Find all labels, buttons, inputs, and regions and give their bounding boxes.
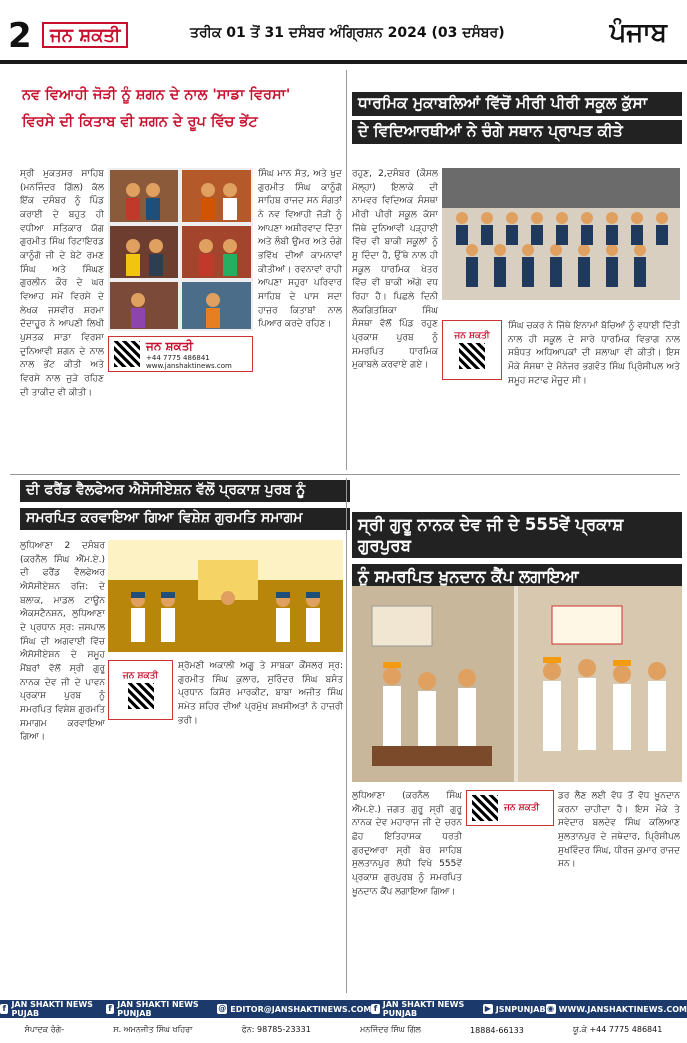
blood-donation-illustration <box>352 586 682 782</box>
story4-blood-donation-photos <box>352 586 682 782</box>
social-link[interactable] <box>106 1000 217 1018</box>
story4-column-3: ਡਰ ਲੈਣ ਲਈ ਵੱਧ ਤੋਂ ਵੱਧ ਖ਼ੂਨਦਾਨ ਕਰਨਾ ਚਾਹੀਦਾ ਹੈ। ਇਸ ਮੌਕੇ ਤੇ ਸਵੇਦਾਰ ਬਲਦੇਵ ਸਿੰਘ ਕਲਿਆਣ ਸੁਲਤਾਨਪੁਰ ਦੇ ਜਥੇਦਾਰ, ਪ੍ਰਿੰਸੀਪਲ ਸੁਖਵਿੰਦਰ ਸਿੰਘ, ਧੀਰਜ ਕੁਮਾਰ ਰਾਜਦ ਸਨ। <box>558 791 680 870</box>
social-label: WWW.JANSHAKTINEWS.COM <box>558 1004 687 1014</box>
qr-code-icon <box>128 683 154 709</box>
story1-headline <box>22 86 342 131</box>
ad-website: www.janshaktinews.com <box>146 361 232 370</box>
social-label: JAN SHAKTI NEWS PUNJAB <box>117 1000 199 1018</box>
ad-logo-text: ਜਨ ਸ਼ਕਤੀ <box>454 331 490 341</box>
social-label: JAN SHAKTI NEWS PUNJAB <box>382 1000 465 1018</box>
ad-contact <box>146 339 232 370</box>
story2-headline-line2: ਦੇ ਵਿਦਿਆਰਥੀਆਂ ਨੇ ਚੰਗੇ ਸਥਾਨ ਪ੍ਰਾਪਤ ਕੀਤੇ <box>352 120 682 144</box>
credit-text: ਯੂ.ਕੇ +44 7775 486841 <box>573 1025 663 1034</box>
ad-logo-text: ਜਨ ਸ਼ਕਤੀ <box>146 338 193 353</box>
credit-text: ਸੰਪਾਦਕ ਰੰਗੇ- <box>24 1025 65 1034</box>
masthead-rule <box>0 60 687 64</box>
column-divider <box>346 478 347 993</box>
social-icon: @ <box>218 1004 227 1013</box>
story2-school-photo <box>442 168 680 300</box>
social-icon: ◉ <box>547 1004 555 1013</box>
story1-column-1: ਸ੍ਰੀ ਮੁਕਤਸਰ ਸਾਹਿਬ (ਮਨਜਿੰਦਰ ਗਿੱਲ) ਕੱਲ ਇੱਕ ਦਸੰਬਰ ਨੂੰ ਪਿੰਡ ਕਰਾਈ ਦੇ ਬਹੁਤ ਹੀ ਵਧੀਆ ਸਤਿਕਾਰ ਯੋਗ ਗੁਰਮੀਤ ਸਿੰਘ ਰਿਟਾਇਰਡ ਕਾਨੂੰਗੋ ਜੀ ਦੇ ਬੇਟੇ ਰਮਣ ਸਿੰਘ ਅਤੇ ਸਿੰਘਣ ਗੁਰਲੀਨ ਕੌਰ ਦੇ ਘਰ ਵਿਆਹ ਸਮੇਂ ਵਿਰਸੇ ਦੇ ਲੇਖਕ ਜਸਵੀਰ ਸ਼ਰਮਾ ਦੱਦਾਹੂਰ ਨੇ ਆਪਣੀ ਲਿਖੀ ਪੁਸਤਕ ਸਾਡਾ ਵਿਰਸਾ ਦੁਨਿਆਵੀ ਸ਼ਗਨ ਦੇ ਨਾਲ ਨਾਲ ਭੇਂਟ ਕੀਤੀ ਅਤੇ ਵਿਰਸੇ ਨਾਲ ਜੁੜੇ ਰਹਿਣ ਦੀ ਤਾਕੀਦ ਵੀ ਕੀਤੀ। <box>20 169 104 398</box>
page-number: 2 <box>8 16 32 56</box>
column-divider <box>346 70 347 470</box>
social-label: EDITOR@JANSHAKTINEWS.COM <box>230 1004 372 1014</box>
story1-headline-line2: ਵਿਰਸੇ ਦੀ ਕਿਤਾਬ ਵੀ ਸ਼ਗਨ ਦੇ ਰੂਪ ਵਿੱਚ ਭੇਂਟ <box>22 113 258 130</box>
social-link[interactable] <box>217 1004 371 1014</box>
social-link[interactable] <box>371 1000 482 1018</box>
story1-ad-box <box>108 336 253 372</box>
story3-headline <box>20 480 350 530</box>
story3-column-1: ਲੁਧਿਆਣਾ 2 ਦਸੰਬਰ (ਕਰਨੈਲ ਸਿੰਘ ਐੱਮ.ਏ.) ਦੀ ਫਰੈਂਡ ਵੈਲਫੇਅਰ ਐਸੋਸੀਏਸ਼ਨ ਰਜਿ: ਦੇ ਬਲਾਕ, ਮਾਡਲ ਟਾਊਨ ਐਕਸਟੈਨਸ਼ਨ, ਲੁਧਿਆਣਾ ਦੇ ਪ੍ਰਧਾਨ ਸ੍ਰ: ਜਸਪਾਲ ਸਿੰਘ ਦੀ ਅਗਵਾਈ ਵਿੱਚ ਐਸੋਸੀਏਸ਼ਨ ਦੇ ਸਮੂਹ ਮੈਂਬਰਾਂ ਵੱਲੋਂ ਸ੍ਰੀ ਗੁਰੂ ਨਾਨਕ ਦੇਵ ਜੀ ਦੇ ਪਾਵਨ ਪ੍ਰਕਾਸ਼ ਪੁਰਬ ਨੂੰ ਸਮਰਪਿਤ ਵਿਸ਼ੇਸ਼ ਗੁਰਮਤਿ ਸਮਾਗਮ ਕਰਵਾਇਆ ਗਿਆ। <box>20 541 105 743</box>
wedding-photo-illustration <box>108 168 253 331</box>
logo-text: ਜਨ ਸ਼ਕਤੀ <box>50 24 121 46</box>
qr-code-icon <box>459 343 485 369</box>
social-icon: f <box>371 1004 379 1014</box>
qr-code-icon <box>114 341 140 367</box>
dateline: ਤਰੀਕ 01 ਤੋਂ 31 ਦਸੰਬਰ ਅੰਗ੍ਰਿਸ਼ਨ 2024 (03 ਦਸੰਬਰ) <box>190 25 505 41</box>
story4-headline-line1: ਸ੍ਰੀ ਗੁਰੂ ਨਾਨਕ ਦੇਵ ਜੀ ਦੇ 555ਵੇਂ ਪ੍ਰਕਾਸ਼ ਗੁਰਪੁਰਬ <box>352 512 682 558</box>
social-icon: f <box>0 1004 8 1014</box>
story1-wedding-photo-grid <box>108 168 253 331</box>
social-icon: f <box>106 1004 114 1014</box>
qr-code-icon <box>472 795 498 821</box>
credit-text: ਮਨਜਿੰਦਰ ਸਿੰਘ ਗਿੱਲ <box>360 1025 421 1034</box>
story4-ad-box <box>466 790 554 826</box>
story2-column-3: ਸਿੰਘ ਚਕਰ ਨੇ ਜਿੱਥੇ ਇਨਾਮਾਂ ਬੱਚਿਆਂ ਨੂੰ ਵਧਾਈ ਦਿੱਤੀ ਨਾਲ ਹੀ ਸਕੂਲ ਦੇ ਸਾਰੇ ਧਾਰਮਿਕ ਵਿਭਾਗ ਨਾਲ ਸਬੰਧਤ ਅਧਿਆਪਕਾਂ ਦੀ ਸ਼ਲਾਘਾ ਵੀ ਕੀਤੀ। ਇਸ ਮੌਕੇ ਸੰਸਥਾ ਦੇ ਮੈਨੇਜਰ ਭਗਵੰਤ ਸਿੰਘ ਪ੍ਰਿੰਸੀਪਲ ਅਤੇ ਸਮੂਹ ਸਟਾਫ ਮੌਜੂਦ ਸੀ। <box>508 321 680 386</box>
gurmat-samagam-illustration <box>108 540 343 652</box>
story2-headline-line1: ਧਾਰਮਿਕ ਮੁਕਾਬਲਿਆਂ ਵਿੱਚੋਂ ਮੀਰੀ ਪੀਰੀ ਸਕੂਲ ਕੁੱਸਾ <box>352 92 682 116</box>
credit-text: ਫੋਨ: 98785-23331 <box>241 1025 311 1034</box>
footer <box>0 1000 687 1043</box>
credit-text: 18884-66133 <box>470 1025 524 1035</box>
story4-headline-line2: ਨੂੰ ਸਮਰਪਿਤ ਖ਼ੂਨਦਾਨ ਕੈਂਪ ਲਗਾਇਆ <box>352 564 682 589</box>
ad-logo-text: ਜਨ ਸ਼ਕਤੀ <box>122 671 159 681</box>
story3-column-2: ਸ਼੍ਰੋਮਣੀ ਅਕਾਲੀ ਅਗੂ ਤੇ ਸਾਬਕਾ ਕੌਂਸਲਰ ਸ੍ਰ: ਗੁਰਮੀਤ ਸਿੰਘ ਕੁਲਾਰ, ਸੁਰਿੰਦਰ ਸਿੰਘ ਬਸੰਤ ਪ੍ਰਧਾਨ ਕਿਸ਼ੋਰ ਮਾਰਕੀਟ, ਬਾਬਾ ਅਜੀਤ ਸਿੰਘ ਸਮੇਤ ਸ਼ਹਿਰ ਦੀਆਂ ਪ੍ਰਮੁੱਖ ਸ਼ਖ਼ਸੀਅਤਾਂ ਨੇ ਹਾਜ਼ਰੀ ਭਰੀ। <box>178 661 343 726</box>
story3-gurmat-photo <box>108 540 343 652</box>
story3-ad-box <box>108 660 173 720</box>
credit-text: ਸ. ਅਮਨਜੀਤ ਸਿੰਘ ਖਹਿਰਾ <box>113 1025 193 1034</box>
story2-ad-box <box>442 320 502 380</box>
social-icon: ▶ <box>484 1004 491 1013</box>
students-group-illustration <box>442 168 680 300</box>
story2-headline <box>352 92 682 144</box>
section-label: ਪੰਜਾਬ <box>609 18 667 48</box>
story4-headline <box>352 512 682 589</box>
story1-column-3: ਸਿੰਘ ਮਾਨ ਸੱਤ, ਅਤੇ ਖੁਦ ਗੁਰਮੀਤ ਸਿੰਘ ਕਾਨੂੰਗੋ ਸਾਹਿਬ ਰਾਜਦ ਸਨ ਸੰਗਤਾਂ ਨੇ ਨਵ ਵਿਆਹੀ ਜੋੜੀ ਨੂੰ ਆਪਣਾ ਅਸ਼ੀਰਵਾਦ ਦਿੱਤਾ ਅਤੇ ਲੰਬੀ ਉਮਰ ਅਤੇ ਚੰਗੇ ਭਵਿੱਖ ਦੀਆਂ ਕਾਮਨਾਵਾਂ ਕੀਤੀਆਂ। ਰਵਨਾਵਾਂ ਰਾਹੀ ਆਪਣਾ ਸਹੁਰਾ ਪਰਿਵਾਰ ਸਾਹਿਬ ਦੇ ਪਾਸ ਸਦਾ ਹਾਜ਼ਰ ਕਿਤਾਬਾਂ ਨਾਲ ਪਿਆਰ ਕਰਦੇ ਰਹਿਣ। <box>258 169 342 330</box>
masthead <box>0 0 687 76</box>
story4-column-1: ਲੁਧਿਆਣਾ (ਕਰਨੈਲ ਸਿੰਘ ਐੱਮ.ਏ.) ਜਗਤ ਗੁਰੂ ਸ੍ਰੀ ਗੁਰੂ ਨਾਨਕ ਦੇਵ ਮਹਾਰਾਜ ਜੀ ਦੇ ਚਰਨ ਛੋਹ ਇਤਿਹਾਸਕ ਧਰਤੀ ਗੁਰਦੁਆਰਾ ਸ੍ਰੀ ਬੇਰ ਸਾਹਿਬ ਸੁਲਤਾਨਪੁਰ ਲੋਧੀ ਵਿਖੇ 555ਵੇਂ ਪ੍ਰਕਾਸ਼ ਗੁਰਪੁਰਬ ਨੂੰ ਸਮਰਪਿਤ ਖ਼ੂਨਦਾਨ ਕੈਂਪ ਲਗਾਇਆ ਗਿਆ। <box>352 791 462 897</box>
social-label: JSNPUNJAB <box>495 1004 546 1014</box>
ad-logo-text: ਜਨ ਸ਼ਕਤੀ <box>504 803 540 813</box>
social-link[interactable] <box>483 1004 546 1014</box>
newspaper-logo <box>42 22 128 48</box>
footer-credits <box>0 1020 687 1040</box>
story2-column-1: ਰਹੁਣ, 2,ਦਸੰਬਰ (ਕੌਸਲ ਮੱਲ੍ਹਾ) ਇਲਾਕੇ ਦੀ ਨਾਮਵਰ ਵਿਦਿਅਕ ਸੰਸਥਾ ਮੀਰੀ ਪੀਰੀ ਸਕੂਲ ਕੱਸਾ ਜਿੱਥੇ ਦੁਨਿਆਵੀ ਪੜ੍ਹਾਈ ਵਿੱਚ ਵੀ ਬਾਕੀ ਸਕੂਲਾਂ ਨੂੰ ਸੂ ਦਿੰਦਾ ਹੈ, ਉੱਥੇ ਨਾਲ ਹੀ ਸਕੂਲ ਧਾਰਮਿਕ ਖੇਤਰ ਵਿੱਚ ਵੀ ਬਾਕੀ ਅੱਗੇ ਵਧ ਰਿਹਾ ਹੈ। ਪਿਛਲੇ ਦਿਨੀ ਲੋਕਗਿਤਸ਼ਿਕਾ ਸਿੰਘ ਸੰਸਥਾ ਵੱਲੋਂ ਪਿੰਡ ਰਹੁਣ ਪ੍ਰਕਾਸ਼ ਪੁਰਬ ਨੂੰ ਸਮਰਪਿਤ ਧਾਰਮਿਕ ਮੁਕਾਬਲੇ ਕਰਵਾਏ ਗਏ। <box>352 169 438 371</box>
section-divider <box>10 474 680 475</box>
story1-headline-line1: ਨਵ ਵਿਆਹੀ ਜੋੜੀ ਨੂੰ ਸ਼ਗਨ ਦੇ ਨਾਲ 'ਸਾਡਾ ਵਿਰਸਾ' <box>22 87 291 103</box>
social-link[interactable] <box>0 1000 106 1018</box>
story3-headline-line2: ਸਮਰਪਿਤ ਕਰਵਾਇਆ ਗਿਆ ਵਿਸ਼ੇਸ਼ ਗੁਰਮਤਿ ਸਮਾਗਮ <box>20 508 350 530</box>
social-links-bar <box>0 1000 687 1018</box>
ad-phone: +44 7775 486841 <box>146 353 210 362</box>
social-link[interactable] <box>546 1004 687 1014</box>
story3-headline-line1: ਦੀ ਫਰੈਂਡ ਵੈਲਫੇਅਰ ਐਸੋਸੀਏਸ਼ਨ ਵੱਲੋਂ ਪ੍ਰਕਾਸ਼ ਪੁਰਬ ਨੂੰ <box>20 480 350 502</box>
social-label: JAN SHAKTI NEWS PUJAB <box>11 1000 93 1018</box>
